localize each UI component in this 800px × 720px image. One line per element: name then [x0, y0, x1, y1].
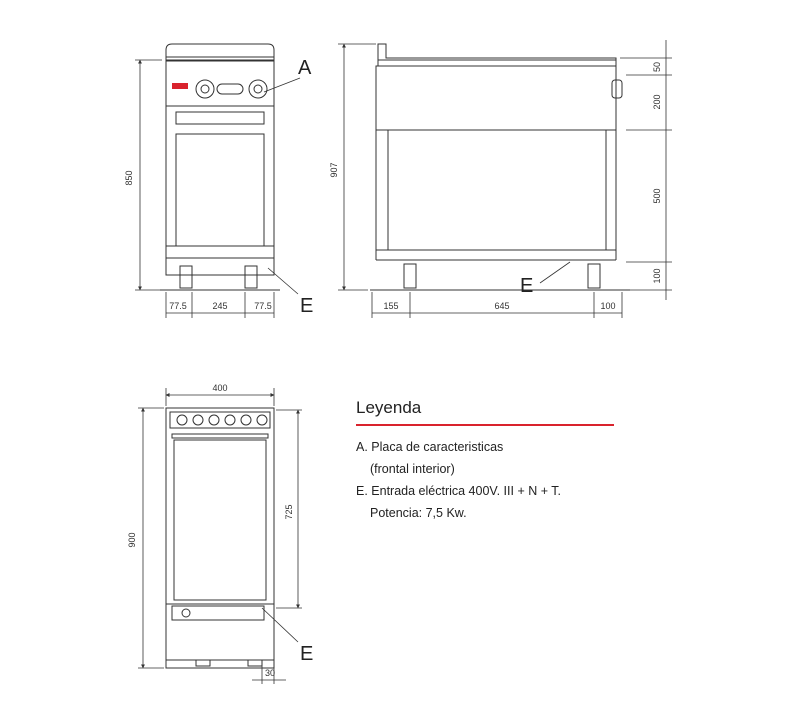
top-inner-depth-label: 725: [284, 504, 294, 520]
side-depth-left: 155: [383, 301, 399, 311]
side-seg-top: 50: [652, 61, 662, 73]
callout-e-top-leader: [262, 608, 298, 642]
legend: [356, 398, 614, 524]
side-seg-legs: 100: [652, 268, 662, 284]
callout-a-leader: [264, 78, 300, 92]
callout-e-top: E: [300, 643, 314, 665]
legend-item-a: A. Placa de caracteristicas: [356, 440, 504, 454]
side-height-dim: [338, 44, 376, 290]
side-view: [370, 44, 630, 290]
side-seg-control: 200: [652, 94, 662, 110]
front-height-label: 850: [124, 170, 134, 186]
callout-e-side-leader: [540, 262, 570, 283]
legend-body: [356, 436, 614, 524]
legend-item-a-detail: (frontal interior): [370, 462, 455, 476]
side-seg-cabinet: 500: [652, 188, 662, 204]
callout-a: A: [298, 57, 312, 79]
front-width-right: 77.5: [254, 301, 272, 311]
front-height-dim: [135, 60, 162, 290]
top-offset-label: 30: [264, 668, 276, 678]
callout-e-side: E: [520, 275, 534, 297]
legend-item-e: E. Entrada eléctrica 400V. III + N + T.: [356, 484, 561, 498]
front-width-center: 245: [212, 301, 228, 311]
legend-item-e-detail: Potencia: 7,5 Kw.: [370, 506, 467, 520]
legend-title: Leyenda: [356, 398, 614, 426]
top-depth-label: 900: [127, 532, 137, 548]
front-width-left: 77.5: [169, 301, 187, 311]
side-height-label: 907: [329, 162, 339, 178]
brand-logo: [172, 83, 188, 89]
side-depth-center: 645: [494, 301, 510, 311]
front-view: [160, 44, 280, 290]
callout-e-front: E: [300, 295, 314, 317]
top-depth-dim: [138, 408, 164, 668]
side-depth-right: 100: [600, 301, 616, 311]
side-right-dims: [620, 40, 672, 300]
top-view: [166, 408, 274, 668]
top-width-label: 400: [212, 383, 228, 393]
